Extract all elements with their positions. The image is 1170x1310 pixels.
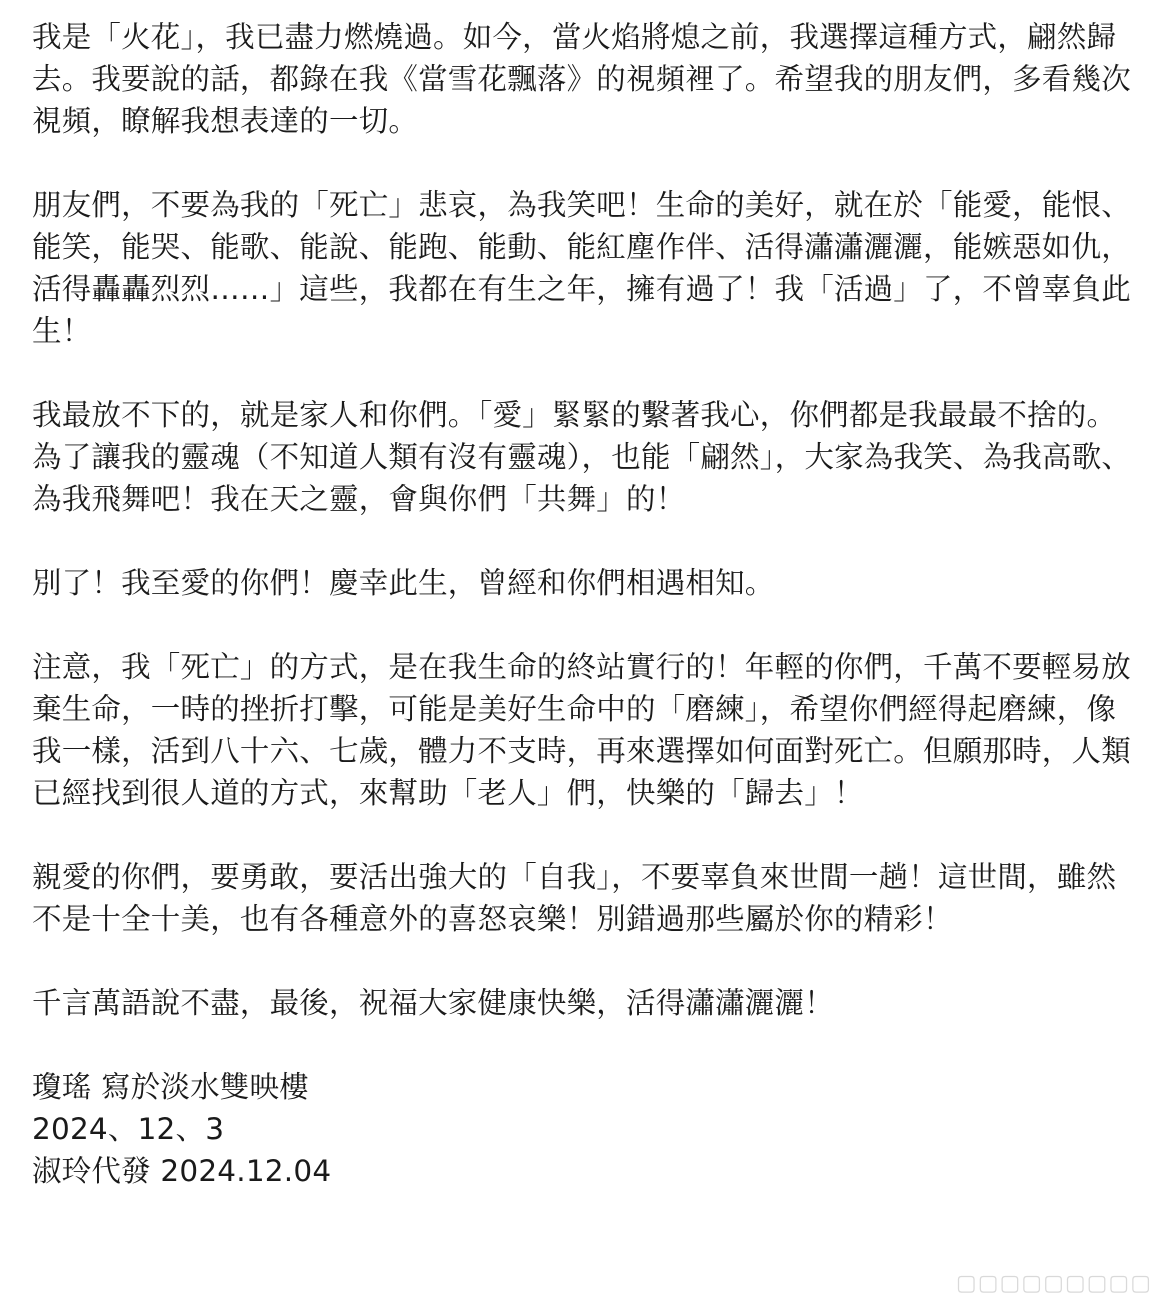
paragraph-3: 我最放不下的，就是家人和你們。「愛」緊緊的繫著我心，你們都是我最最不捨的。為了讓我的靈魂（不知道人類有沒有靈魂），也能「翩然」，大家為我笑、為我高歌、為我飛舞吧！我在天之靈，會與你們「共舞」的！ [32,398,1132,516]
paragraph-4: 別了！我至愛的你們！慶幸此生，曾經和你們相遇相知。 [32,566,775,600]
paragraph-7: 千言萬語說不盡，最後，祝福大家健康快樂，活得瀟瀟灑灑！ [32,986,834,1020]
paragraph-6: 親愛的你們，要勇敢，要活出強大的「自我」，不要辜負來世間一趟！這世間，雖然不是十全十美，也有各種意外的喜怒哀樂！別錯過那些屬於你的精彩！ [32,860,1117,936]
paragraph-5: 注意，我「死亡」的方式，是在我生命的終站實行的！年輕的你們，千萬不要輕易放棄生命，一時的挫折打擊，可能是美好生命中的「磨練」，希望你們經得起磨練，像我一樣，活到八十六、七歲，體力不支時，再來選擇如何面對死亡。但願那時，人類已經找到很人道的方式，來幫助「老人」們，快樂的「歸去」！ [32,650,1131,810]
paragraph-1: 我是「火花」，我已盡力燃燒過。如今，當火焰將熄之前，我選擇這種方式，翩然歸去。我要說的話，都錄在我《當雪花飄落》的視頻裡了。希望我的朋友們，多看幾次視頻，瞭解我想表達的一切。 [32,20,1131,138]
signature-date: 2024、12、3 [32,1112,225,1146]
signature-posted-by: 淑玲代發 2024.12.04 [32,1154,332,1188]
paragraph-2: 朋友們，不要為我的「死亡」悲哀，為我笑吧！生命的美好，就在於「能愛，能恨、能笑，能哭、能歌、能說、能跑、能動、能紅塵作伴、活得瀟瀟灑灑，能嫉惡如仇，活得轟轟烈烈……」這些，我都在有生之年，擁有過了！我「活過」了，不曾辜負此生！ [32,188,1131,348]
letter-document [32,16,1138,1192]
signature-author: 瓊瑤 寫於淡水雙映樓 [32,1070,309,1104]
watermark: ▢▢▢▢▢▢▢▢▢ [955,1271,1152,1296]
signature-block [32,1066,1138,1192]
